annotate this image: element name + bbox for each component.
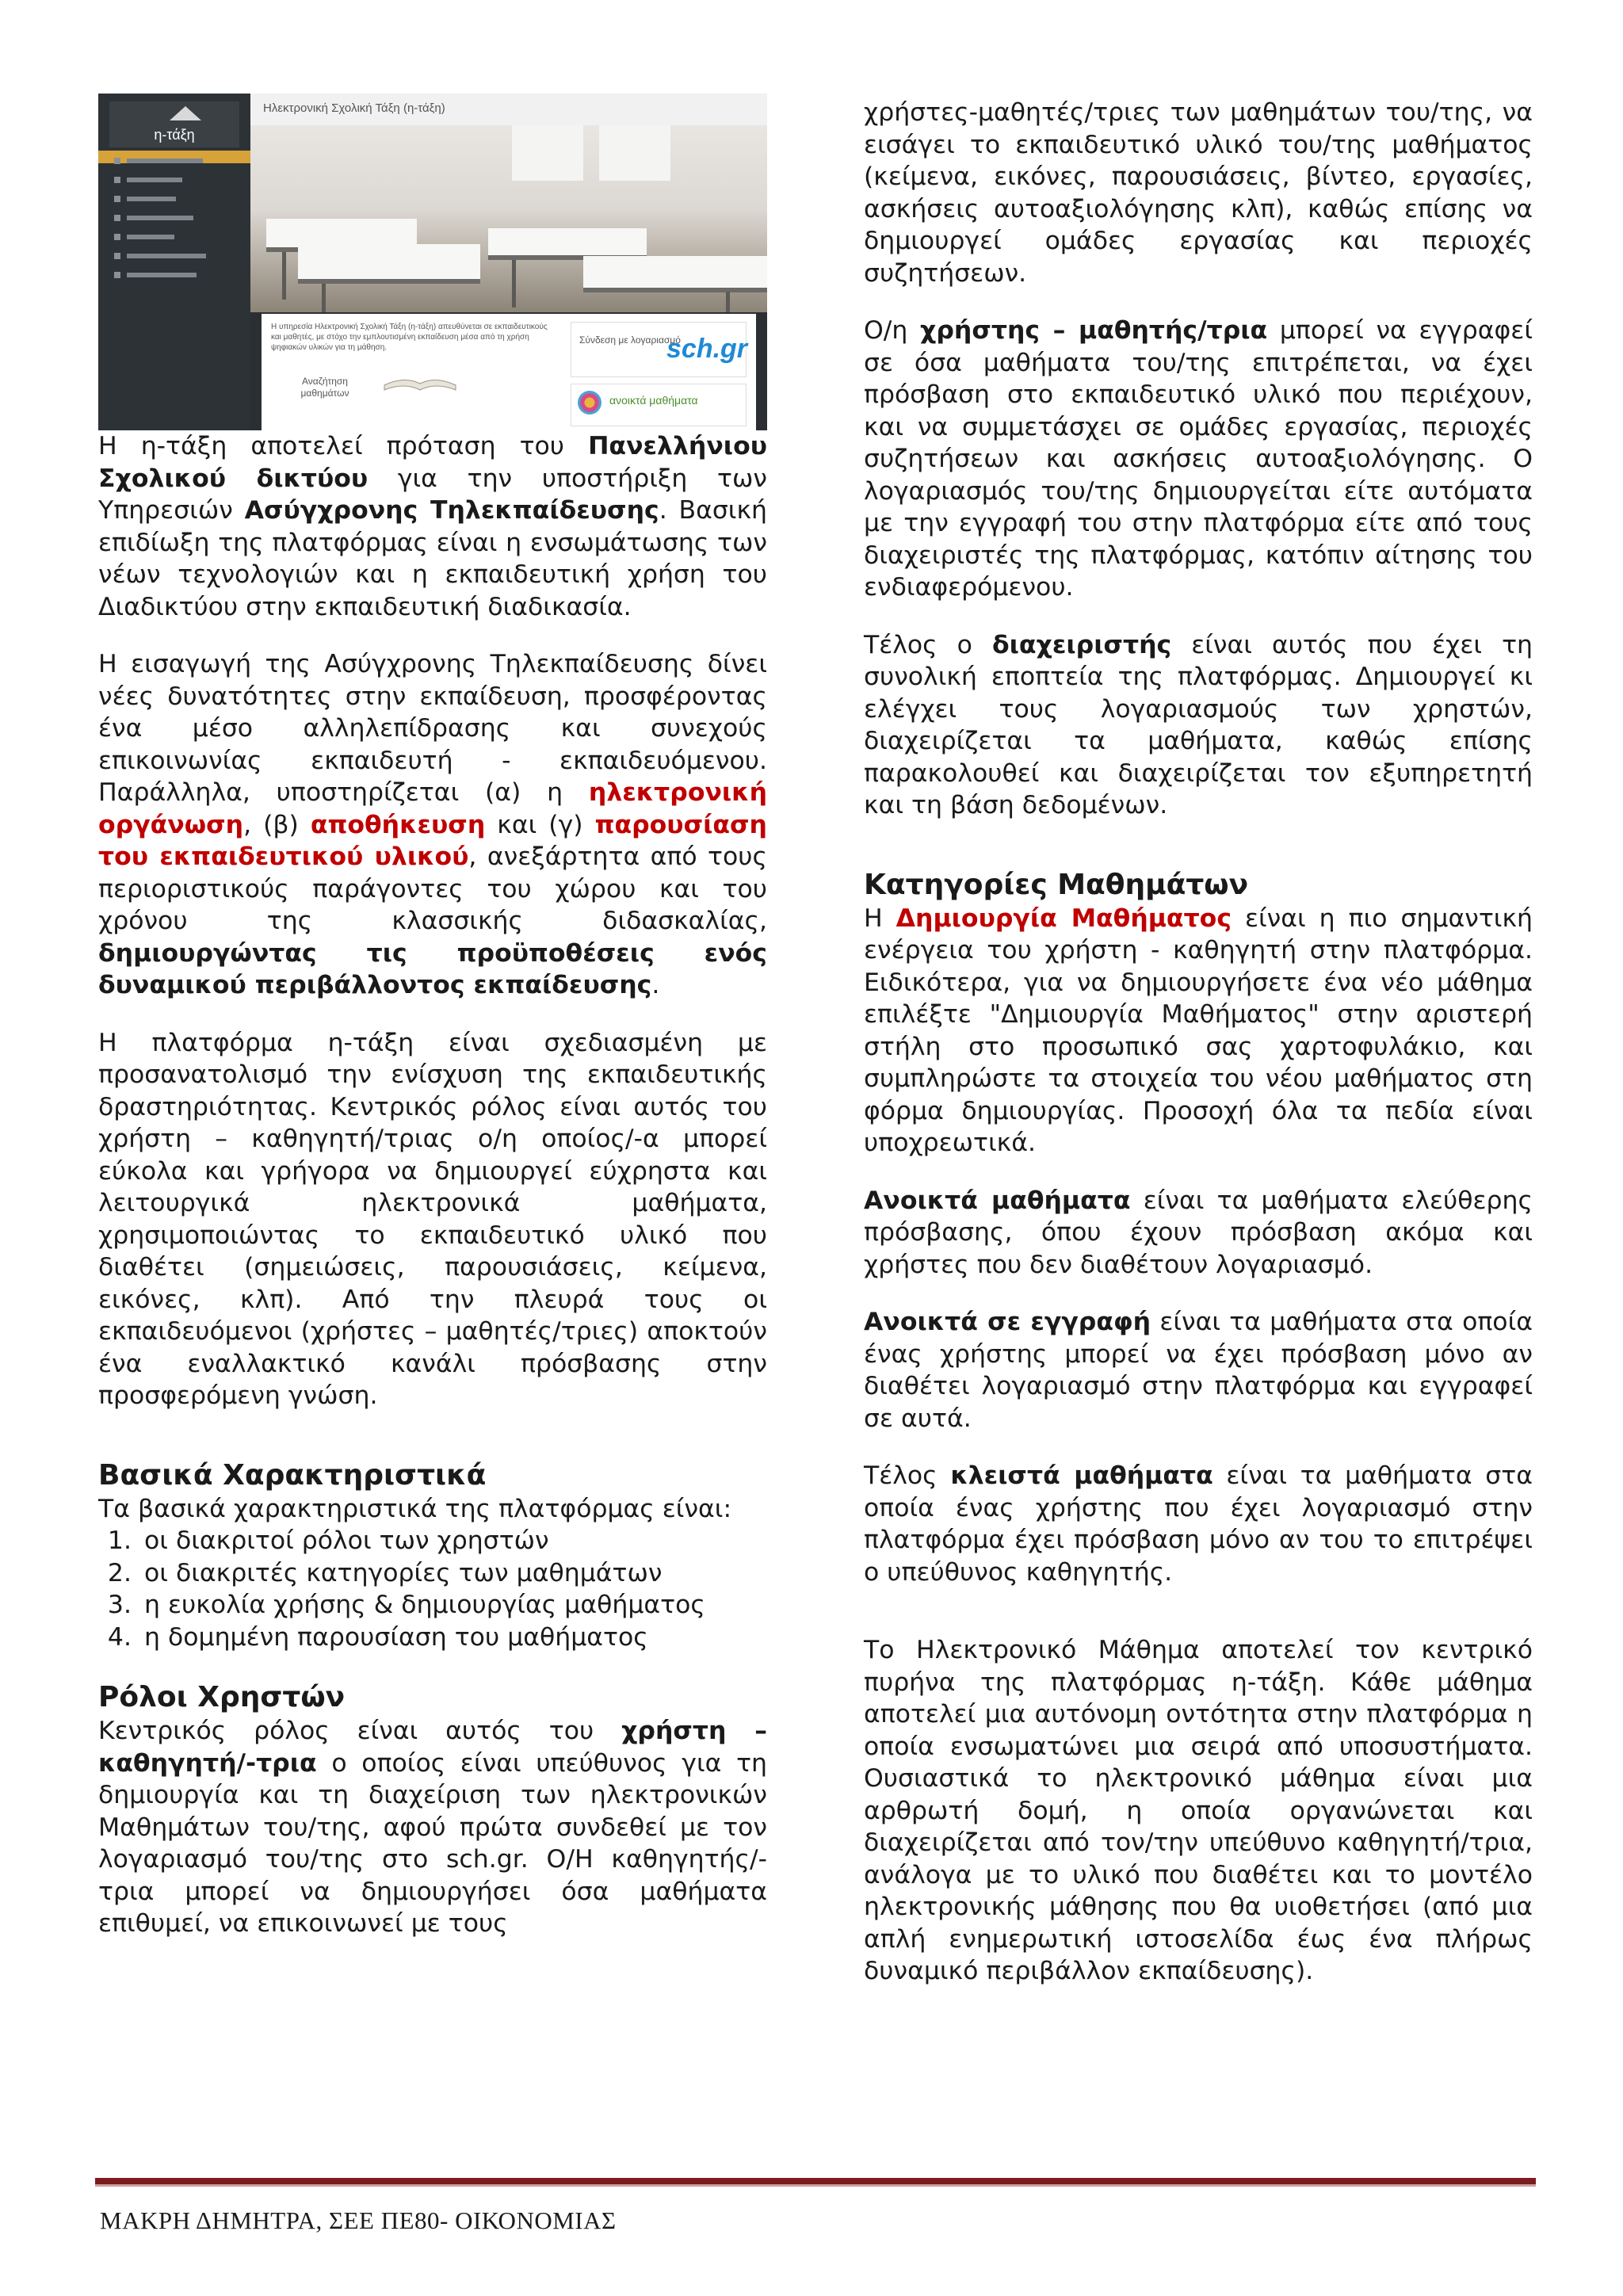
highlighted-term: αποθήκευση (310, 810, 486, 839)
bold-text: Ανοικτά μαθήματα (864, 1186, 1131, 1215)
text-run: χρήστες-μαθητές/τριες των μαθημάτων του/της, να εισάγει το εκπαιδευτικό υλικό του/της μαθήματος (κείμενα, εικόνες, παρουσιάσεις, βίντεο, εργασίες, ασκήσεις αυτοαξιολόγησης κλπ), καθώς επίσης να δημιουργεί ομάδες εργασίας και περιοχές συζητήσεων. (864, 98, 1533, 288)
screenshot-sidebar (98, 94, 250, 430)
text-run: . (651, 971, 660, 999)
bold-text: Ανοικτά σε εγγραφή (864, 1308, 1151, 1336)
book-icon (380, 361, 460, 393)
eclass-logo (109, 101, 239, 147)
paragraph (864, 1634, 1533, 1988)
text-run: είναι τα μαθήματα στα οποία ένας χρήστης μπορεί να έχει πρόσβαση μόνο αν διαθέτει λογαριασμό στην πλατφόρμα και εγγραφεί σε αυτά. (864, 1308, 1533, 1433)
menu-label-placeholder (127, 254, 206, 258)
paragraph (98, 1715, 767, 1940)
paragraph (98, 648, 767, 1002)
section-heading: Ρόλοι Χρηστών (98, 1681, 346, 1713)
window (512, 125, 583, 181)
menu-label-placeholder (127, 197, 176, 201)
desk (488, 228, 647, 260)
platform-screenshot (98, 94, 767, 430)
text-run: Ο/η (864, 316, 921, 345)
paragraph (864, 1306, 1533, 1435)
section-heading: Κατηγορίες Μαθημάτων (864, 868, 1249, 901)
desk (583, 256, 767, 292)
paragraph (98, 1027, 767, 1412)
sidebar-menu-item[interactable] (98, 266, 250, 284)
paragraph (864, 97, 1533, 289)
desk-leg (726, 292, 730, 312)
features-intro: Τα βασικά χαρακτηριστικά της πλατφόρμας είναι: (98, 1494, 732, 1523)
left-column (98, 94, 767, 1966)
list-item: 1. οι διακριτοί ρόλοι των χρηστών (139, 1525, 767, 1557)
paragraph (864, 1185, 1533, 1282)
menu-bullet-icon (114, 253, 120, 259)
menu-label-placeholder (127, 273, 197, 277)
paragraph (864, 629, 1533, 822)
menu-bullet-icon (114, 177, 120, 183)
screenshot-title: Ηλεκτρονική Σχολική Τάξη (η-τάξη) (263, 101, 445, 115)
text-run: ο οποίος είναι υπεύθυνος για τη δημιουργία και τη διαχείριση των ηλεκτρονικών Μαθημάτων του/της, αφού πρώτα συνδεθεί με τον λογαριασμό του/της στο sch.gr. Ο/Η καθηγητής/-τρια μπορεί να δημιουργήσει όσα μαθήματα επιθυμεί, να επικοινωνεί με τους (98, 1748, 767, 1938)
text-run: Η πλατφόρμα η-τάξη είναι σχεδιασμένη με προσανατολισμό την ενίσχυση της εκπαιδευτικής δραστηριότητας. Κεντρικός ρόλος είναι αυτός του χρήστη – καθηγητή/τριας ο/η οποίος/-α μπορεί εύκολα και γρήγορα να δημιουργεί εύχρηστα και λειτουργικά ηλεκτρονικά μαθήματα, χρησιμοποιώντας το εκπαιδευτικό υλικό που διαθέτει (σημειώσεις, παρουσιάσεις, κείμενα, εικόνες, κλπ). Από την πλευρά τους οι εκπαιδευόμενοι (χρήστες – μαθητές/τριες) αποκτούν ένα εναλλακτικό κανάλι πρόσβασης στην προσφερόμενη γνώση. (98, 1028, 767, 1410)
paragraph (864, 903, 1533, 1159)
footer-rule (95, 2178, 1536, 2187)
paragraph (98, 430, 767, 623)
menu-bullet-icon (114, 196, 120, 202)
sidebar-menu-item[interactable] (98, 152, 250, 170)
sidebar-menu-item[interactable] (98, 247, 250, 265)
text-run: , ανεξάρτητα από τους περιοριστικούς παράγοντες του χώρου και του χρόνου της κλασσικής διδασκαλίας, (98, 842, 767, 935)
bold-text: διαχειριστής (991, 630, 1172, 659)
highlighted-term: Δημιουργία Μαθήματος (896, 904, 1232, 933)
desk-leg (512, 260, 516, 308)
sch-logo: sch.gr (666, 334, 748, 364)
features-list (98, 1525, 767, 1653)
text-run: , (β) (243, 810, 311, 839)
desk (298, 244, 480, 284)
paragraph (864, 315, 1533, 604)
sidebar-menu-item[interactable] (98, 228, 250, 246)
text-run: είναι τα μαθήματα ελεύθερης πρόσβασης, όπου έχουν πρόσβαση ακόμα και χρήστες που δεν διαθέτουν λογαριασμό. (864, 1186, 1533, 1279)
spacer (98, 1438, 767, 1458)
bold-text: Ασύγχρονης Τηλεκπαίδευσης (244, 496, 659, 525)
sidebar-menu-item[interactable] (98, 209, 250, 227)
open-courses-text: ανοικτά μαθήματα (609, 394, 698, 407)
text-run: και (γ) (485, 810, 595, 839)
menu-bullet-icon (114, 272, 120, 278)
open-courses-icon (578, 391, 601, 415)
text-run: είναι τα μαθήματα στα οποία ένας χρήστης που έχει λογαριασμό στην πλατφόρμα έχει πρόσβαση μόνο αν του το επιτρέψει ο υπεύθυνος καθηγητής. (864, 1461, 1533, 1587)
desk-leg (282, 252, 286, 300)
text-run: . Βασική επιδίωξη της πλατφόρμας είναι η ενσωμάτωσης των νέων τεχνολογιών και η εκπαιδευτική χρήση του Διαδικτύου στην εκπαιδευτική διαδικασία. (98, 496, 768, 621)
sidebar-menu-item[interactable] (98, 171, 250, 189)
text-run: Η η-τάξη αποτελεί πρόταση του (98, 432, 589, 460)
spacer (864, 847, 1533, 868)
text-run: μπορεί να εγγραφεί σε όσα μαθήματα του/της επιτρέπεται, να έχει πρόσβαση στο εκπαιδευτικό υλικό που περιέχουν, και να συμμετάσχει σε ομάδες εργασίας, περιοχές συζητήσεων και ασκήσεις αυτοαξιολόγησης. Ο λογαριασμός του/της δημιουργείται είτε αυτόματα με την εγγραφή του στην πλατφόρμα είτε από τους διαχειριστές της πλατφόρμας, κατόπιν αίτησης του ενδιαφερόμενου. (864, 316, 1533, 602)
menu-bullet-icon (114, 158, 120, 164)
open-courses-box (571, 384, 747, 426)
text-run: Το Ηλεκτρονικό Μάθημα αποτελεί τον κεντρικό πυρήνα της πλατφόρμας η-τάξη. Κάθε μάθημα αποτελεί μια αυτόνομη οντότητα στην πλατφόρμα η οποία ενσωματώνει μια σειρά από υποσυστήματα. Ουσιαστικά το ηλεκτρονικό μάθημα είναι μια αρθρωτή δομή, η οποία οργανώνεται και διαχειρίζεται από τον/την υπεύθυνο καθηγητή/τρια, ανάλογα με το υλικό που διαθέτει και το μοντέλο ηλεκτρονικής μάθησης που θα υιοθετήσει (από μια απλή ενημερωτική ιστοσελίδα έως ένα πλήρως δυναμικό περιβάλλον εκπαίδευσης). (864, 1636, 1533, 1985)
text-run: είναι η πιο σημαντική ενέργεια του χρήστη - καθηγητή στην πλατφόρμα. Ειδικότερα, για να δημιουργήσετε ένα νέο μάθημα επιλέξτε "Δημιουργία Μαθήματος" στην αριστερή στήλη στο προσωπικό σας χαρτοφυλάκιο, και συμπληρώστε τα στοιχεία του νέου μαθήματος στη φόρμα δημιουργίας. Προσοχή όλα τα πεδία είναι υποχρεωτικά. (864, 904, 1533, 1157)
screenshot-content-card (262, 314, 756, 430)
list-item: 2. οι διακριτές κατηγορίες των μαθημάτων (139, 1557, 767, 1590)
text-run: Τέλος (864, 1461, 951, 1490)
logo-text: η-τάξη (154, 127, 195, 143)
highlighted-term: παρουσίαση του εκπαιδευτικού υλικού (98, 810, 767, 871)
section-heading: Βασικά Χαρακτηριστικά (98, 1458, 487, 1492)
bold-text: κλειστά μαθήματα (950, 1461, 1213, 1490)
list-item: 4. η δομημένη παρουσίαση του μαθήματος (139, 1622, 767, 1654)
search-courses-link: Αναζήτηση μαθημάτων (300, 376, 349, 399)
menu-label-placeholder (127, 216, 193, 220)
text-run: Τέλος ο (864, 630, 992, 659)
menu-bullet-icon (114, 215, 120, 221)
text-run: Κεντρικός ρόλος είναι αυτός του (98, 1717, 622, 1745)
paragraph (864, 1460, 1533, 1588)
bold-text: Πανελλήνιου Σχολικού δικτύου (98, 432, 767, 493)
text-run: είναι αυτός που έχει τη συνολική εποπτεία της πλατφόρμας. Δημιουργεί κι ελέγχει τους λογαριασμούς των χρηστών, διαχειρίζεται τα μαθήματα, καθώς επίσης παρακολουθεί και διαχειρίζεται τον εξυπηρετητή και τη βάση δεδομένων. (864, 630, 1533, 819)
text-run: Η εισαγωγή της Ασύγχρονης Τηλεκπαίδευσης δίνει νέες δυνατότητες στην εκπαίδευση, προσφέροντας ένα μέσο αλληλεπίδρασης και συνεχούς επικοινωνίας εκπαιδευτή - εκπαιδευόμενου. Παράλληλα, υποστηρίζεται (α) η (98, 650, 767, 807)
bold-text: χρήστης – μαθητής/τρια (920, 316, 1268, 345)
bold-text: χρήστη – καθηγητή/-τρια (98, 1717, 767, 1778)
house-icon (170, 106, 201, 120)
menu-label-placeholder (127, 159, 203, 163)
menu-label-placeholder (127, 178, 182, 182)
classroom-photo (250, 125, 767, 312)
desk-leg (322, 284, 326, 312)
sch-login-box (571, 322, 747, 377)
window (599, 125, 670, 181)
spacer (864, 1614, 1533, 1634)
intro-text: Η υπηρεσία Ηλεκτρονική Σχολική Τάξη (η-τάξη) απευθύνεται σε εκπαιδευτικούς και μαθητές, με στόχο την εμπλουτισμένη εκπαίδευση μέσα από τη χρήση ψηφιακών υλικών για τη μάθηση. (271, 323, 548, 352)
bold-text: δημιουργώντας τις προϋποθέσεις ενός δυναμικού περιβάλλοντος εκπαίδευσης (98, 938, 767, 999)
sch-login-text: Σύνδεση με λογαριασμό (579, 334, 681, 346)
right-column (864, 97, 1533, 2013)
screenshot-header (250, 94, 767, 125)
footer-author: ΜΑΚΡΗ ΔΗΜΗΤΡΑ, ΣΕΕ ΠΕ80- ΟΙΚΟΝΟΜΙΑΣ (100, 2206, 617, 2234)
menu-bullet-icon (114, 234, 120, 240)
text-run: για την υποστήριξη των Υπηρεσιών (98, 464, 767, 525)
highlighted-term: ηλεκτρονική οργάνωση (98, 778, 767, 839)
text-run: Η (864, 904, 896, 933)
menu-label-placeholder (127, 235, 174, 239)
list-item: 3. η ευκολία χρήσης & δημιουργίας μαθήματος (139, 1589, 767, 1622)
sidebar-menu-item[interactable] (98, 190, 250, 208)
